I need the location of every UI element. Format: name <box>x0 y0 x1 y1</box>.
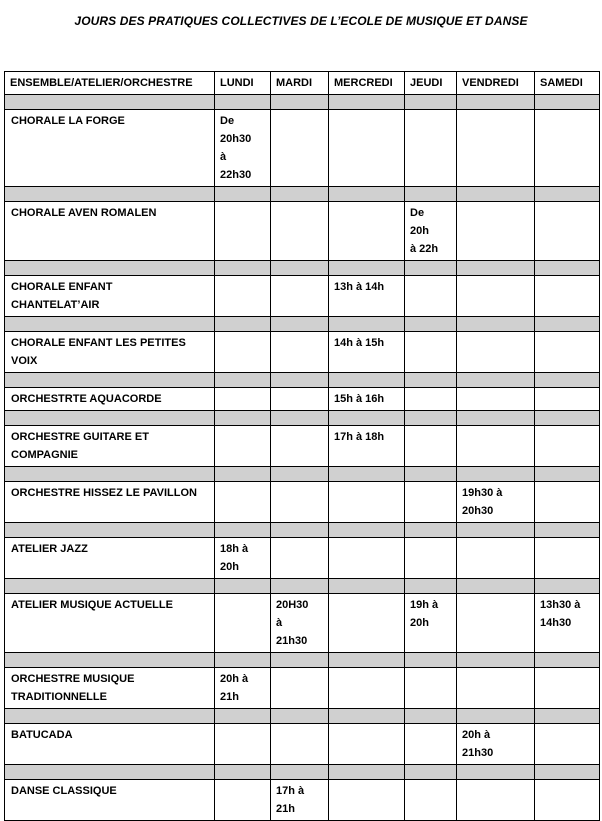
time-cell-jeudi <box>405 332 457 373</box>
time-cell-samedi <box>535 332 600 373</box>
table-row <box>5 388 600 411</box>
header-lundi: LUNDI <box>215 72 271 95</box>
separator-cell <box>457 765 535 780</box>
separator-cell <box>215 317 271 332</box>
separator-row <box>5 467 600 482</box>
separator-cell <box>457 261 535 276</box>
separator-cell <box>405 411 457 426</box>
header-vendredi: VENDREDI <box>457 72 535 95</box>
time-cell-samedi <box>535 110 600 187</box>
ensemble-name: CHORALE ENFANT CHANTELAT’AIR <box>5 276 215 317</box>
separator-cell <box>535 765 600 780</box>
table-row <box>5 332 600 373</box>
separator-cell <box>535 653 600 668</box>
header-mardi: MARDI <box>271 72 329 95</box>
separator-cell <box>535 187 600 202</box>
table-row <box>5 538 600 579</box>
time-cell-mardi <box>271 426 329 467</box>
separator-cell <box>457 653 535 668</box>
separator-cell <box>5 261 215 276</box>
time-cell-jeudi <box>405 724 457 765</box>
time-cell-vendredi <box>457 276 535 317</box>
separator-cell <box>405 579 457 594</box>
separator-cell <box>457 579 535 594</box>
time-cell-lundi <box>215 724 271 765</box>
time-cell-mardi <box>271 332 329 373</box>
time-cell-lundi <box>215 388 271 411</box>
separator-cell <box>457 523 535 538</box>
time-cell-lundi: De 20h30 à 22h30 <box>215 110 271 187</box>
separator-row <box>5 261 600 276</box>
separator-cell <box>405 187 457 202</box>
table-row <box>5 276 600 317</box>
separator-cell <box>535 523 600 538</box>
time-cell-jeudi <box>405 110 457 187</box>
time-cell-lundi <box>215 202 271 261</box>
separator-cell <box>215 95 271 110</box>
time-cell-jeudi <box>405 426 457 467</box>
time-cell-mardi: 20H30 à 21h30 <box>271 594 329 653</box>
separator-cell <box>535 467 600 482</box>
separator-cell <box>215 709 271 724</box>
time-cell-samedi <box>535 276 600 317</box>
table-row <box>5 724 600 765</box>
table-row <box>5 202 600 261</box>
time-cell-lundi <box>215 594 271 653</box>
separator-cell <box>271 467 329 482</box>
separator-cell <box>329 579 405 594</box>
time-cell-lundi <box>215 426 271 467</box>
time-cell-jeudi <box>405 388 457 411</box>
time-cell-mardi <box>271 668 329 709</box>
separator-cell <box>271 261 329 276</box>
separator-row <box>5 765 600 780</box>
time-cell-mercredi <box>329 724 405 765</box>
table-row <box>5 110 600 187</box>
time-cell-lundi: 18h à 20h <box>215 538 271 579</box>
time-cell-samedi <box>535 388 600 411</box>
separator-cell <box>215 765 271 780</box>
time-cell-lundi <box>215 482 271 523</box>
ensemble-name: ATELIER MUSIQUE ACTUELLE <box>5 594 215 653</box>
separator-cell <box>457 411 535 426</box>
separator-cell <box>535 411 600 426</box>
separator-cell <box>535 579 600 594</box>
time-cell-mercredi: 15h à 16h <box>329 388 405 411</box>
separator-cell <box>271 317 329 332</box>
separator-cell <box>329 709 405 724</box>
separator-cell <box>329 187 405 202</box>
header-samedi: SAMEDI <box>535 72 600 95</box>
time-cell-lundi: 20h à 21h <box>215 668 271 709</box>
time-cell-jeudi <box>405 668 457 709</box>
time-cell-vendredi: 19h30 à 20h30 <box>457 482 535 523</box>
separator-cell <box>329 523 405 538</box>
time-cell-samedi <box>535 202 600 261</box>
separator-row <box>5 95 600 110</box>
time-cell-vendredi <box>457 202 535 261</box>
separator-row <box>5 317 600 332</box>
separator-cell <box>271 373 329 388</box>
time-cell-vendredi <box>457 780 535 821</box>
separator-cell <box>405 709 457 724</box>
separator-cell <box>5 467 215 482</box>
time-cell-samedi <box>535 538 600 579</box>
time-cell-vendredi <box>457 110 535 187</box>
time-cell-mardi <box>271 538 329 579</box>
time-cell-jeudi <box>405 538 457 579</box>
separator-cell <box>405 317 457 332</box>
separator-cell <box>271 579 329 594</box>
separator-cell <box>5 317 215 332</box>
separator-cell <box>215 373 271 388</box>
separator-cell <box>215 653 271 668</box>
time-cell-lundi <box>215 332 271 373</box>
time-cell-jeudi: De 20h à 22h <box>405 202 457 261</box>
time-cell-samedi: 13h30 à 14h30 <box>535 594 600 653</box>
header-row <box>5 72 600 95</box>
table-row <box>5 780 600 821</box>
separator-cell <box>329 373 405 388</box>
separator-cell <box>329 411 405 426</box>
separator-cell <box>215 411 271 426</box>
separator-cell <box>215 579 271 594</box>
page-title: JOURS DES PRATIQUES COLLECTIVES DE L’ECOLE DE MUSIQUE ET DANSE <box>74 14 528 28</box>
time-cell-mardi <box>271 202 329 261</box>
separator-row <box>5 373 600 388</box>
separator-cell <box>5 187 215 202</box>
separator-cell <box>5 653 215 668</box>
time-cell-vendredi: 20h à 21h30 <box>457 724 535 765</box>
separator-row <box>5 579 600 594</box>
time-cell-mercredi: 17h à 18h <box>329 426 405 467</box>
separator-cell <box>271 187 329 202</box>
table-row <box>5 426 600 467</box>
separator-row <box>5 653 600 668</box>
separator-cell <box>329 467 405 482</box>
separator-cell <box>215 523 271 538</box>
ensemble-name: ORCHESTRTE AQUACORDE <box>5 388 215 411</box>
time-cell-mercredi <box>329 780 405 821</box>
separator-cell <box>457 373 535 388</box>
ensemble-name: ORCHESTRE GUITARE ET COMPAGNIE <box>5 426 215 467</box>
ensemble-name: CHORALE ENFANT LES PETITES VOIX <box>5 332 215 373</box>
separator-cell <box>457 317 535 332</box>
separator-cell <box>271 709 329 724</box>
time-cell-mardi: 17h à 21h <box>271 780 329 821</box>
separator-cell <box>405 467 457 482</box>
table-row <box>5 594 600 653</box>
time-cell-lundi <box>215 780 271 821</box>
ensemble-name: ORCHESTRE HISSEZ LE PAVILLON <box>5 482 215 523</box>
separator-cell <box>329 653 405 668</box>
header-jeudi: JEUDI <box>405 72 457 95</box>
separator-row <box>5 411 600 426</box>
time-cell-mercredi: 14h à 15h <box>329 332 405 373</box>
ensemble-name: ORCHESTRE MUSIQUE TRADITIONNELLE <box>5 668 215 709</box>
separator-cell <box>405 523 457 538</box>
time-cell-mardi <box>271 724 329 765</box>
separator-cell <box>5 523 215 538</box>
separator-cell <box>535 95 600 110</box>
separator-row <box>5 709 600 724</box>
time-cell-mercredi <box>329 110 405 187</box>
separator-cell <box>215 467 271 482</box>
table-row <box>5 668 600 709</box>
time-cell-mercredi <box>329 594 405 653</box>
separator-cell <box>405 261 457 276</box>
time-cell-samedi <box>535 482 600 523</box>
separator-cell <box>271 765 329 780</box>
separator-cell <box>405 653 457 668</box>
time-cell-jeudi <box>405 276 457 317</box>
separator-cell <box>5 579 215 594</box>
separator-cell <box>329 261 405 276</box>
time-cell-vendredi <box>457 594 535 653</box>
ensemble-name: CHORALE LA FORGE <box>5 110 215 187</box>
table-row <box>5 482 600 523</box>
separator-cell <box>405 765 457 780</box>
separator-cell <box>329 317 405 332</box>
time-cell-mercredi <box>329 202 405 261</box>
time-cell-jeudi <box>405 482 457 523</box>
time-cell-vendredi <box>457 388 535 411</box>
separator-cell <box>535 317 600 332</box>
separator-cell <box>535 373 600 388</box>
separator-cell <box>5 411 215 426</box>
header-ensemble: ENSEMBLE/ATELIER/ORCHESTRE <box>5 72 215 95</box>
time-cell-mardi <box>271 276 329 317</box>
separator-cell <box>457 709 535 724</box>
time-cell-lundi <box>215 276 271 317</box>
time-cell-vendredi <box>457 538 535 579</box>
time-cell-vendredi <box>457 332 535 373</box>
separator-cell <box>215 187 271 202</box>
separator-cell <box>405 373 457 388</box>
time-cell-vendredi <box>457 668 535 709</box>
time-cell-mercredi <box>329 668 405 709</box>
ensemble-name: ATELIER JAZZ <box>5 538 215 579</box>
separator-row <box>5 187 600 202</box>
separator-cell <box>271 411 329 426</box>
separator-cell <box>5 709 215 724</box>
separator-cell <box>457 187 535 202</box>
separator-cell <box>457 95 535 110</box>
separator-cell <box>5 95 215 110</box>
time-cell-samedi <box>535 780 600 821</box>
separator-cell <box>271 523 329 538</box>
separator-cell <box>405 95 457 110</box>
time-cell-samedi <box>535 724 600 765</box>
separator-cell <box>329 765 405 780</box>
schedule-table <box>4 71 600 821</box>
time-cell-mardi <box>271 110 329 187</box>
time-cell-mardi <box>271 388 329 411</box>
separator-cell <box>5 373 215 388</box>
time-cell-vendredi <box>457 426 535 467</box>
time-cell-mercredi: 13h à 14h <box>329 276 405 317</box>
ensemble-name: BATUCADA <box>5 724 215 765</box>
separator-cell <box>535 709 600 724</box>
separator-cell <box>271 95 329 110</box>
time-cell-samedi <box>535 668 600 709</box>
separator-cell <box>271 653 329 668</box>
time-cell-jeudi: 19h à 20h <box>405 594 457 653</box>
ensemble-name: DANSE CLASSIQUE <box>5 780 215 821</box>
time-cell-mercredi <box>329 482 405 523</box>
separator-cell <box>5 765 215 780</box>
time-cell-mercredi <box>329 538 405 579</box>
time-cell-samedi <box>535 426 600 467</box>
time-cell-mardi <box>271 482 329 523</box>
separator-cell <box>329 95 405 110</box>
header-mercredi: MERCREDI <box>329 72 405 95</box>
ensemble-name: CHORALE AVEN ROMALEN <box>5 202 215 261</box>
separator-cell <box>215 261 271 276</box>
separator-cell <box>535 261 600 276</box>
separator-row <box>5 523 600 538</box>
time-cell-jeudi <box>405 780 457 821</box>
separator-cell <box>457 467 535 482</box>
